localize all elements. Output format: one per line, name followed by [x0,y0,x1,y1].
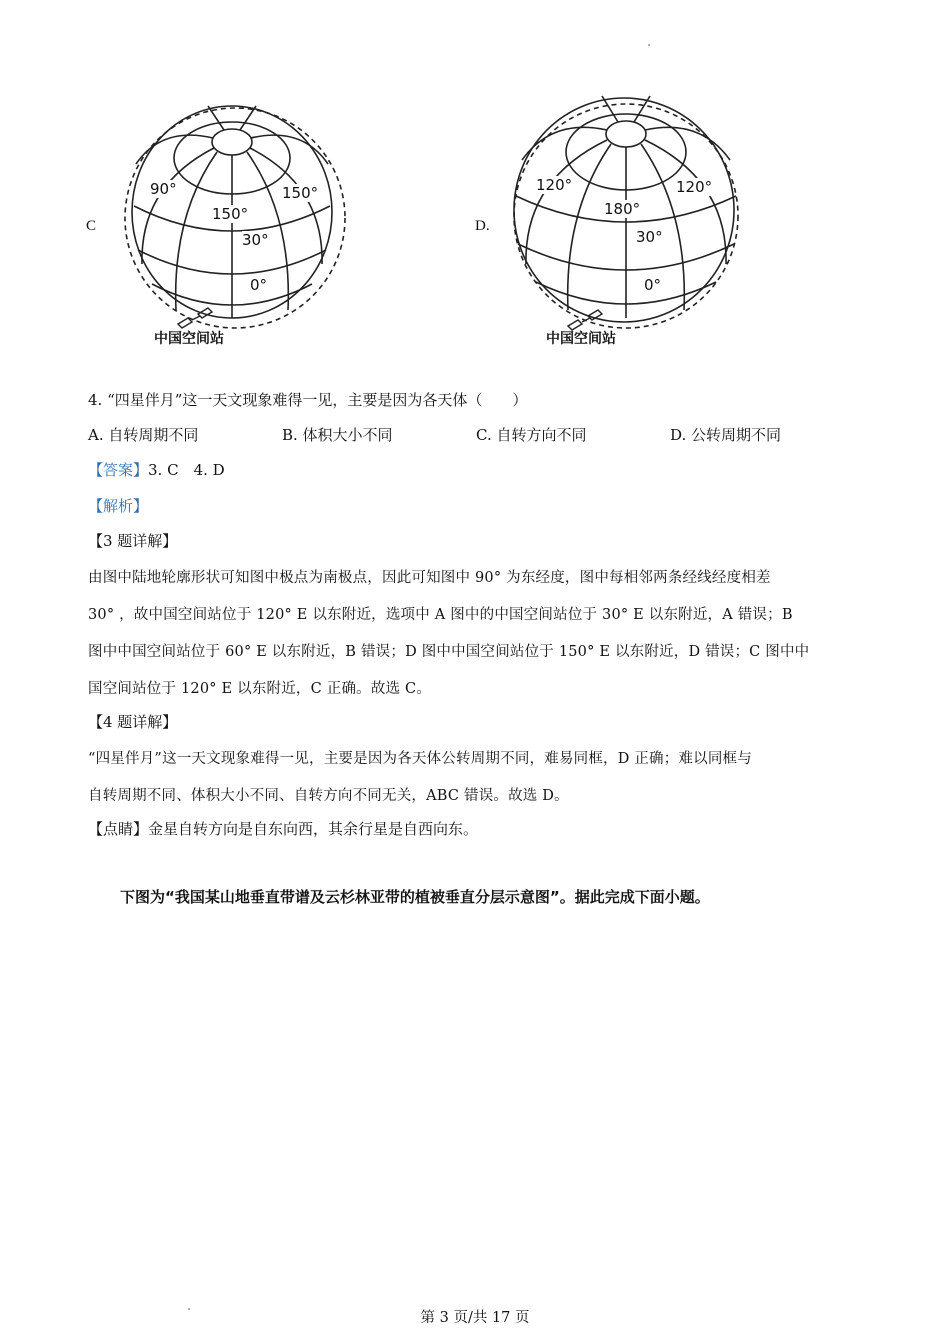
q4-detail-line-2: 自转周期不同、体积大小不同、自转方向不同无关，ABC 错误。故选 D。 [88,788,569,804]
lon-label-center-c: 150° [212,205,249,223]
figure-c-label: C [86,218,97,234]
analysis-tag: 【解析】 [88,497,149,515]
next-section-intro: 下图为“我国某山地垂直带谱及云杉林亚带的植被垂直分层示意图”。据此完成下面小题。 [120,888,710,906]
q3-detail-line-3: 图中中国空间站位于 60° E 以东附近，B 错误；D 图中中国空间站位于 150° E 以东附近，D 错误；C 图中中 [88,644,810,660]
figure-d-label: D. [475,218,490,234]
lon-label-right-d: 120° [676,178,713,196]
lat-label-30-c: 30° [242,231,269,249]
q3-detail-line-4: 国空间站位于 120° E 以东附近，C 正确。故选 C。 [88,681,432,697]
lon-label-center-d: 180° [604,200,641,218]
q3-detail-heading: 【3 题详解】 [88,532,178,550]
lat-label-0-d: 0° [644,276,662,294]
space-station-icon-d [568,310,602,330]
tip-line: 【点睛】金星自转方向是自东向西，其余行星是自西向东。 [88,820,479,838]
lat-label-30-d: 30° [636,228,663,246]
q4-detail-heading: 【4 题详解】 [88,713,178,731]
option-a: A. 自转周期不同 [88,426,199,444]
question-4-stem: 4. “四星伴月”这一天文现象难得一见，主要是因为各天体（ ） [88,391,528,409]
option-b: B. 体积大小不同 [282,426,393,444]
page-footer: 第 3 页/共 17 页 [420,1310,530,1326]
q3-detail-line-1: 由图中陆地轮廓形状可知图中极点为南极点，因此可知图中 90° 为东经度，图中每相邻两条经线经度相差 [88,570,771,586]
answer-tag: 【答案】 [88,461,149,479]
lon-label-left-d: 120° [536,176,573,194]
lat-label-0-c: 0° [250,276,268,294]
lon-label-left-c: 90° [150,180,177,198]
option-c: C. 自转方向不同 [476,426,587,444]
station-label-c: 中国空间站 [154,331,224,347]
lon-label-right-c: 150° [282,184,319,202]
answer-text: 3. C 4. D [148,461,225,479]
q4-detail-line-1: “四星伴月”这一天文现象难得一见，主要是因为各天体公转周期不同，难易同框，D 正确；难以同框与 [88,751,752,767]
station-label-d: 中国空间站 [546,331,616,347]
speck-top-right [648,44,650,46]
answer-line [88,459,225,481]
q3-detail-line-2: 30° ，故中国空间站位于 120° E 以东附近，选项中 A 图中的中国空间站位于 30° E 以东附近，A 错误；B [88,607,793,623]
option-d: D. 公转周期不同 [670,426,782,444]
